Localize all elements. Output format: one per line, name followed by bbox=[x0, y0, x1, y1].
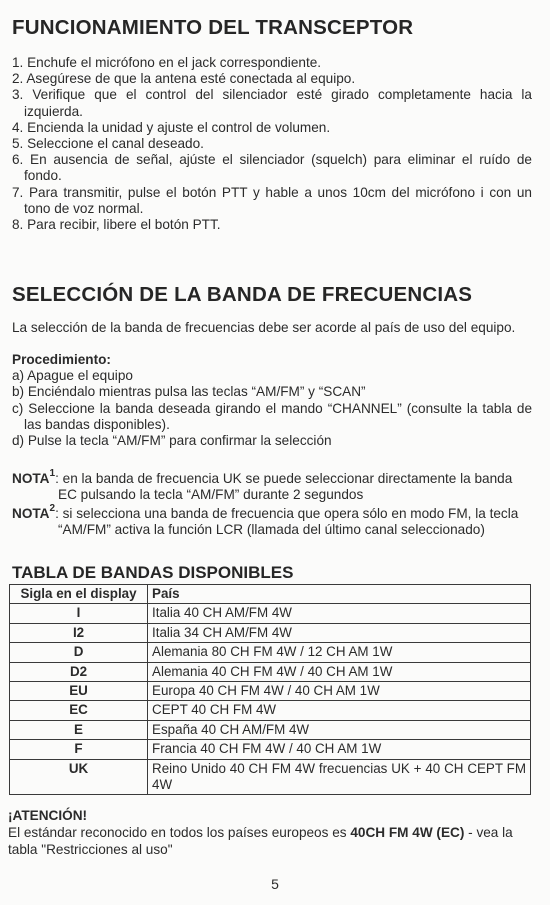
procedure-step: b) Enciéndalo mientras pulsa las teclas “AM/FM” y “SCAN” bbox=[12, 384, 366, 400]
band-country: Francia 40 CH FM 4W / 40 CH AM 1W bbox=[148, 740, 531, 759]
band-code: I2 bbox=[10, 623, 148, 642]
band-country: Alemania 80 CH FM 4W / 12 CH AM 1W bbox=[148, 643, 531, 662]
table-row bbox=[10, 682, 531, 701]
column-header-code: Sigla en el display bbox=[10, 585, 148, 604]
attention-text-end: - vea la tabla "Restricciones al uso" bbox=[8, 825, 513, 857]
section-title-band-selection: SELECCIÓN DE LA BANDA DE FRECUENCIAS bbox=[12, 283, 473, 306]
band-code: UK bbox=[10, 759, 148, 795]
band-country: España 40 CH AM/FM 4W bbox=[148, 720, 531, 739]
note-text-continuation: EC pulsando la tecla “AM/FM” durante 2 segundos bbox=[58, 487, 364, 502]
note-label: NOTA$^2$ bbox=[12, 503, 56, 521]
bands-table bbox=[9, 584, 531, 795]
band-country: CEPT 40 CH FM 4W bbox=[148, 701, 531, 720]
table-row bbox=[10, 740, 531, 759]
procedure-heading: Procedimiento: bbox=[12, 352, 111, 367]
operation-step: 1. Enchufe el micrófono en el jack correspondiente. bbox=[12, 55, 322, 70]
note-1 bbox=[12, 468, 532, 503]
note-text: : si selecciona una banda de frecuencia que opera sólo en modo FM, la tecla bbox=[55, 506, 519, 521]
band-code: F bbox=[10, 740, 148, 759]
attention-text: El estándar reconocido en todos los países europeos es bbox=[8, 825, 351, 840]
attention-title: ¡ATENCIÓN! bbox=[8, 808, 88, 823]
note-text: : en la banda de frecuencia UK se puede seleccionar directamente la banda bbox=[55, 471, 513, 486]
band-country: Italia 34 CH AM/FM 4W bbox=[148, 623, 531, 642]
table-row bbox=[10, 720, 531, 739]
operation-step: 7. Para transmitir, pulse el botón PTT y hable a unos 10cm del micrófono i con un tono de voz normal. bbox=[12, 184, 532, 216]
band-selection-intro: La selección de la banda de frecuencias debe ser acorde al país de uso del equipo. bbox=[12, 320, 516, 335]
band-code: D bbox=[10, 643, 148, 662]
column-header-country: País bbox=[148, 585, 531, 604]
procedure-step: d) Pulse la tecla “AM/FM” para confirmar la selección bbox=[12, 433, 332, 449]
bands-table-title: TABLA DE BANDAS DISPONIBLES bbox=[12, 563, 294, 582]
operation-step: 8. Para recibir, libere el botón PTT. bbox=[12, 217, 221, 233]
operation-step: 6. En ausencia de señal, ajúste el silenciador (squelch) para eliminar el ruído de fondo. bbox=[12, 152, 532, 184]
note-text-continuation: “AM/FM” activa la función LCR (llamada del último canal seleccionado) bbox=[58, 522, 485, 537]
operation-step: 5. Seleccione el canal deseado. bbox=[12, 136, 204, 152]
table-row bbox=[10, 759, 531, 795]
table-row bbox=[10, 662, 531, 681]
operation-steps-list bbox=[12, 55, 532, 233]
section-title-transceiver-operation: FUNCIONAMIENTO DEL TRANSCEPTOR bbox=[12, 16, 414, 39]
table-row bbox=[10, 643, 531, 662]
attention-notice bbox=[8, 807, 528, 858]
table-row bbox=[10, 701, 531, 720]
band-code: EC bbox=[10, 701, 148, 720]
band-code: D2 bbox=[10, 662, 148, 681]
band-code: E bbox=[10, 720, 148, 739]
page-number: 5 bbox=[271, 876, 279, 892]
table-header-row bbox=[10, 585, 531, 604]
operation-step: 2. Asegúrese de que la antena esté conectada al equipo. bbox=[12, 71, 356, 87]
attention-standard: 40CH FM 4W (EC) bbox=[350, 825, 465, 840]
procedure-step: c) Seleccione la banda deseada girando el mando “CHANNEL” (consulte la tabla de las bandas disponibles). bbox=[12, 400, 532, 432]
band-code: I bbox=[10, 604, 148, 623]
band-country: Italia 40 CH AM/FM 4W bbox=[148, 604, 531, 623]
operation-step: 4. Encienda la unidad y ajuste el control de volumen. bbox=[12, 119, 331, 135]
procedure-step: a) Apague el equipo bbox=[12, 368, 133, 384]
note-label: NOTA$^1$ bbox=[12, 468, 56, 486]
procedure-block bbox=[12, 352, 532, 449]
table-row bbox=[10, 604, 531, 623]
band-country: Europa 40 CH FM 4W / 40 CH AM 1W bbox=[148, 682, 531, 701]
band-country: Alemania 40 CH FM 4W / 40 CH AM 1W bbox=[148, 662, 531, 681]
operation-step: 3. Verifique que el control del silenciador esté girado completamente hacia la izquierda. bbox=[12, 87, 532, 119]
note-2 bbox=[12, 503, 532, 538]
table-row bbox=[10, 623, 531, 642]
procedure-list bbox=[12, 368, 532, 449]
band-country: Reino Unido 40 CH FM 4W frecuencias UK + 40 CH CEPT FM 4W bbox=[148, 759, 531, 795]
band-code: EU bbox=[10, 682, 148, 701]
